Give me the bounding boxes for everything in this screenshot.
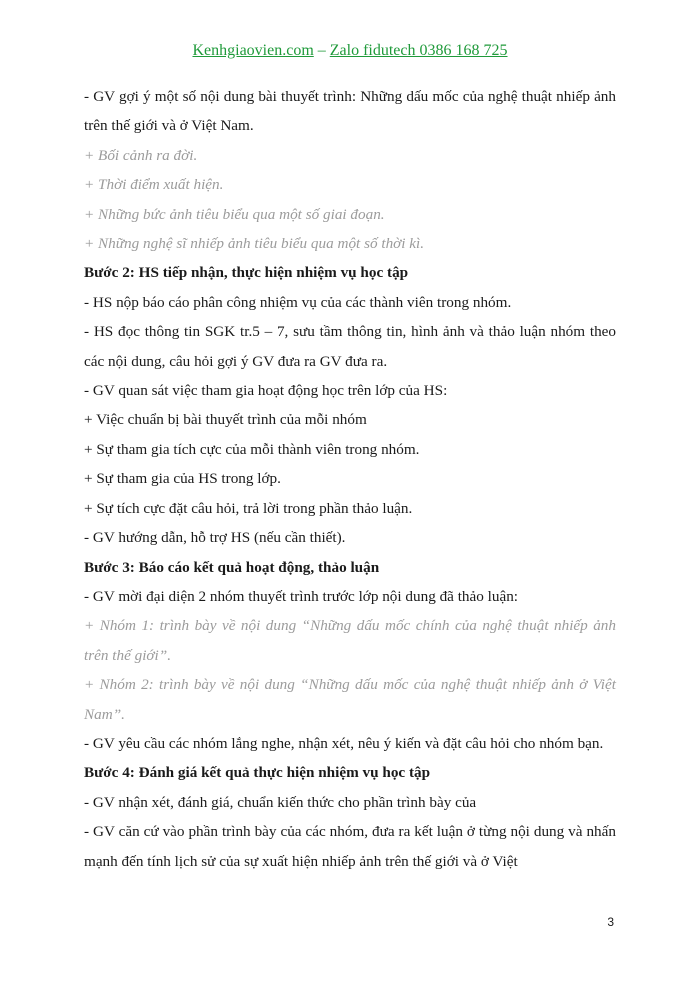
step-heading: Bước 3: Báo cáo kết quả hoạt động, thảo luận [84, 558, 380, 576]
step-heading: Bước 2: HS tiếp nhận, thực hiện nhiệm vụ học tập [84, 264, 409, 282]
paragraph: - GV yêu cầu các nhóm lắng nghe, nhận xét, nêu ý kiến và đặt câu hỏi cho nhóm bạn. [84, 734, 604, 752]
document-body [84, 82, 616, 876]
contact-link[interactable]: Zalo fidutech 0386 168 725 [329, 42, 508, 59]
paragraph: - GV căn cứ vào phần trình bày của các nhóm, đưa ra kết luận ở từng nội dung và nhấn mạnh đến tính lịch sử của sự xuất hiện nhiếp ảnh trên thế giới và ở Việt [84, 823, 616, 870]
paragraph: + Sự tham gia tích cực của mỗi thành viên trong nhóm. [84, 440, 420, 458]
header-separator: – [313, 42, 330, 59]
paragraph: - GV quan sát việc tham gia hoạt động học trên lớp của HS: [84, 382, 448, 400]
paragraph: + Việc chuẩn bị bài thuyết trình của mỗi nhóm [84, 411, 367, 429]
paragraph: + Thời điểm xuất hiện. [84, 176, 224, 194]
paragraph: - GV nhận xét, đánh giá, chuẩn kiến thức cho phần trình bày của [84, 793, 477, 811]
paragraph: + Nhóm 2: trình bày về nội dung “Những dấu mốc của nghệ thuật nhiếp ảnh ở Việt Nam”. [84, 676, 616, 723]
paragraph: - GV hướng dẫn, hỗ trợ HS (nếu cần thiết). [84, 529, 346, 547]
page-header [0, 42, 700, 60]
paragraph: - GV mời đại diện 2 nhóm thuyết trình trước lớp nội dung đã thảo luận: [84, 587, 519, 605]
paragraph: + Những nghệ sĩ nhiếp ảnh tiêu biểu qua một số thời kì. [84, 235, 425, 253]
paragraph: - HS nộp báo cáo phân công nhiệm vụ của các thành viên trong nhóm. [84, 293, 512, 311]
paragraph: + Sự tích cực đặt câu hỏi, trả lời trong phần thảo luận. [84, 499, 413, 517]
paragraph: + Những bức ảnh tiêu biểu qua một số giai đoạn. [84, 205, 385, 223]
step-heading: Bước 4: Đánh giá kết quả thực hiện nhiệm vụ học tập [84, 764, 431, 782]
paragraph: - GV gợi ý một số nội dung bài thuyết trình: Những dấu mốc của nghệ thuật nhiếp ảnh trên thế giới và ở Việt Nam. [84, 88, 616, 135]
paragraph: - HS đọc thông tin SGK tr.5 – 7, sưu tầm thông tin, hình ảnh và thảo luận nhóm theo các nội dung, câu hỏi gợi ý GV đưa ra GV đưa ra. [84, 323, 616, 370]
paragraph: + Sự tham gia của HS trong lớp. [84, 470, 281, 488]
paragraph: + Bối cảnh ra đời. [84, 146, 198, 164]
page-number: 3 [607, 915, 614, 929]
paragraph: + Nhóm 1: trình bày về nội dung “Những dấu mốc chính của nghệ thuật nhiếp ảnh trên thế giới”. [84, 617, 616, 664]
site-link[interactable]: Kenhgiaovien.com [192, 42, 314, 59]
